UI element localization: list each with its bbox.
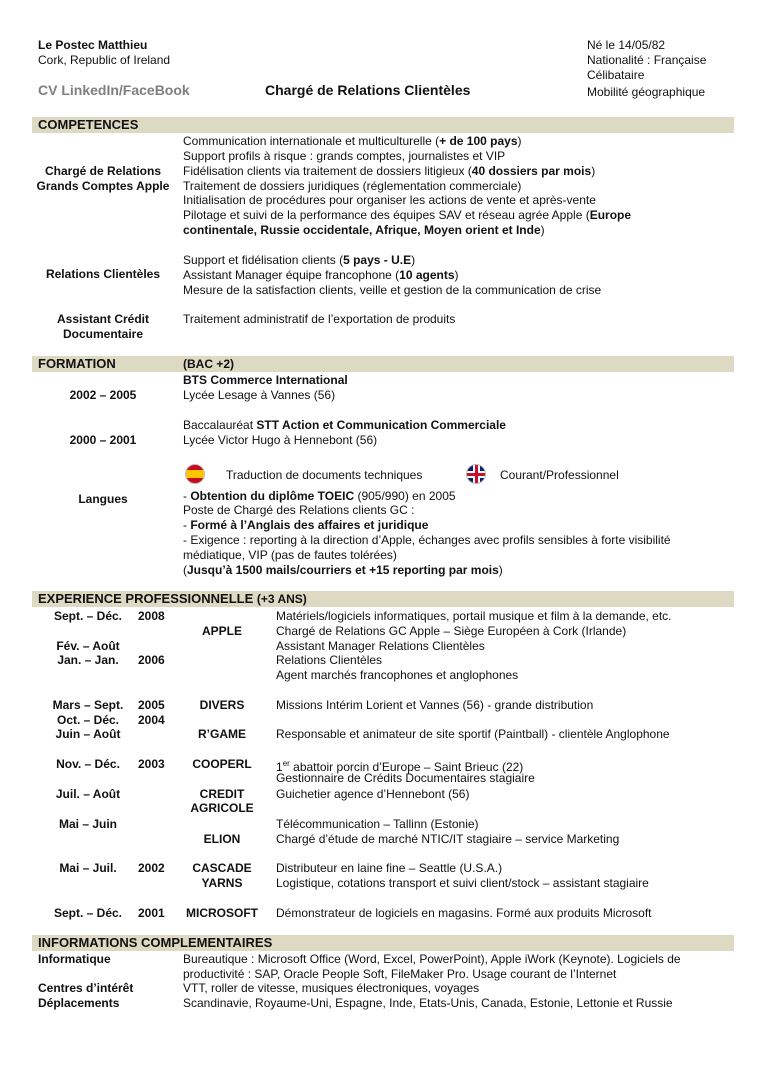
spain-flag-icon: [185, 464, 205, 484]
experience-period: Mai – Juil.: [59, 861, 117, 875]
experience-row: [32, 801, 734, 816]
nationality: Nationalité : Française: [587, 53, 707, 67]
experience-row: [32, 757, 734, 772]
uk-flag-icon: [466, 464, 486, 484]
informatique-line2: productivité : SAP, Oracle People Soft, FileMaker Pro. Usage courant de l’Internet: [183, 967, 617, 981]
candidate-name: Le Postec Matthieu: [38, 38, 148, 52]
competence-label-credit-line2: Documentaire: [62, 327, 144, 341]
competence-label-apple: Chargé de Relations Grands Comptes Apple: [36, 164, 170, 193]
experience-row: [32, 876, 734, 891]
competence-line: Support profils à risque : grands comptes, journalistes et VIP: [183, 149, 506, 163]
experience-description: Distributeur en laine fine – Seattle (U.S.A.): [276, 861, 503, 875]
competence-line: Communication internationale et multiculturelle (+ de 100 pays): [183, 134, 522, 148]
bac-school: Lycée Victor Hugo à Hennebont (56): [183, 433, 378, 447]
experience-description: Assistant Manager Relations Clientèles: [276, 639, 485, 653]
experience-description: Démonstrateur de logiciels en magasins. Formé aux produits Microsoft: [276, 906, 652, 920]
experience-period: Jan. – Jan.: [57, 653, 119, 667]
formation-band: [32, 356, 734, 372]
competence-line: Pilotage et suivi de la performance des équipes SAV et réseau agrée Apple (Europe: [183, 208, 632, 222]
competence-line: Mesure de la satisfaction clients, veille et gestion de la communication de crise: [183, 283, 602, 297]
birth-date: Né le 14/05/82: [587, 38, 666, 52]
experience-row: [32, 861, 734, 876]
experience-description: Télécommunication – Tallinn (Estonie): [276, 817, 479, 831]
experience-company: AGRICOLE: [190, 801, 254, 815]
experience-period: Juin – Août: [55, 727, 121, 741]
profile-links[interactable]: CV LinkedIn/FaceBook: [38, 82, 190, 98]
experience-description: Relations Clientèles: [276, 653, 383, 667]
experience-period: Nov. – Déc.: [56, 757, 120, 771]
experience-year: 2003: [138, 757, 165, 771]
experience-row: [32, 609, 734, 624]
langues-line: - Exigence : reporting à la direction d’Apple, échanges avec profils sensibles à forte visibilité: [183, 533, 671, 547]
experience-description: Missions Intérim Lorient et Vannes (56) - grande distribution: [276, 698, 594, 712]
bts-years: 2002 – 2005: [69, 388, 137, 402]
experience-description: Matériels/logiciels informatiques, portail musique et film à la demande, etc.: [276, 609, 672, 623]
experience-description: Agent marchés francophones et anglophones: [276, 668, 519, 682]
experience-period: Fév. – Août: [56, 639, 120, 653]
experience-row: [32, 787, 734, 802]
experience-description: Logistique, cotations transport et suivi client/stock – assistant stagiaire: [276, 876, 649, 890]
langues-line: - Obtention du diplôme TOEIC (905/990) en 2005: [183, 489, 456, 503]
competence-line: continentale, Russie occidentale, Afrique, Moyen orient et Inde): [183, 223, 545, 237]
bts-school: Lycée Lesage à Vannes (56): [183, 388, 336, 402]
experience-year: 2004: [138, 713, 165, 727]
experience-description: Guichetier agence d’Hennebont (56): [276, 787, 470, 801]
competence-label-relations: Relations Clientèles: [45, 267, 161, 281]
experience-company: APPLE: [201, 624, 242, 638]
experience-title: EXPERIENCE PROFESSIONNELLE (+3 ANS): [38, 591, 307, 606]
experience-company: COOPERL: [192, 757, 252, 771]
job-title: Chargé de Relations Clientèles: [265, 82, 471, 98]
interets-text: VTT, roller de vitesse, musiques électroniques, voyages: [183, 981, 480, 995]
langues-label: Langues: [78, 492, 128, 506]
infos-title: INFORMATIONS COMPLEMENTAIRES: [38, 935, 273, 950]
competence-line-credit: Traitement administratif de l’exportation de produits: [183, 312, 456, 326]
experience-company: MICROSOFT: [186, 906, 258, 920]
experience-row: [32, 639, 734, 654]
experience-row: [32, 713, 734, 728]
experience-row: [32, 653, 734, 668]
candidate-location: Cork, Republic of Ireland: [38, 53, 171, 67]
experience-description: Gestionnaire de Crédits Documentaires stagiaire: [276, 771, 535, 785]
competences-title: COMPETENCES: [38, 117, 139, 132]
experience-row: [32, 727, 734, 742]
experience-year: 2001: [138, 906, 165, 920]
mobility: Mobilité géographique: [587, 85, 706, 99]
competence-line: Initialisation de procédures pour organiser les actions de vente et après-vente: [183, 193, 596, 207]
experience-year: 2008: [138, 609, 165, 623]
experience-description: 1er abattoir porcin d’Europe – Saint Brieuc (22): [276, 759, 524, 774]
bac-years: 2000 – 2001: [69, 433, 137, 447]
experience-company: YARNS: [201, 876, 243, 890]
experience-company: DIVERS: [199, 698, 245, 712]
experience-year: 2005: [138, 698, 165, 712]
langues-line: médiatique, VIP (pas de fautes tolérées): [183, 548, 397, 562]
deplacements-text: Scandinavie, Royaume-Uni, Espagne, Inde, Etats-Unis, Canada, Estonie, Lettonie et Russie: [183, 996, 673, 1010]
formation-title: FORMATION: [38, 356, 116, 371]
experience-description: Responsable et animateur de site sportif (Paintball) - clientèle Anglophone: [276, 727, 670, 741]
experience-company: R’GAME: [198, 727, 246, 741]
competence-line: Assistant Manager équipe francophone (10 agents): [183, 268, 459, 282]
experience-period: Sept. – Déc.: [53, 906, 123, 920]
langues-line: - Formé à l’Anglais des affaires et juridique: [183, 518, 429, 532]
experience-description: Chargé de Relations GC Apple – Siège Européen à Cork (Irlande): [276, 624, 627, 638]
interets-label: Centres d’intérêt: [38, 981, 134, 995]
marital-status: Célibataire: [587, 68, 645, 82]
competence-line: Fidélisation clients via traitement de dossiers litigieux (40 dossiers par mois): [183, 164, 596, 178]
english-level: Courant/Professionnel: [500, 468, 619, 482]
bts-degree: BTS Commerce International: [183, 373, 348, 387]
experience-row: [32, 906, 734, 921]
experience-row: [32, 771, 734, 786]
experience-period: Sept. – Déc.: [53, 609, 123, 623]
experience-period: Mai – Juin: [58, 817, 117, 831]
experience-period: Oct. – Déc.: [56, 713, 120, 727]
experience-year: 2006: [138, 653, 165, 667]
experience-period: Juil. – Août: [55, 787, 121, 801]
bac-degree: Baccalauréat STT Action et Communication Commerciale: [183, 418, 506, 432]
informatique-label: Informatique: [38, 952, 111, 966]
experience-row: [32, 668, 734, 683]
experience-company: CASCADE: [192, 861, 252, 875]
experience-row: [32, 817, 734, 832]
experience-row: [32, 624, 734, 639]
competence-line: Support et fidélisation clients (5 pays - U.E): [183, 253, 416, 267]
experience-company: CREDIT: [199, 787, 245, 801]
formation-level: (BAC +2): [183, 357, 235, 371]
experience-row: [32, 832, 734, 847]
experience-row: [32, 698, 734, 713]
spanish-level: Traduction de documents techniques: [226, 468, 423, 482]
experience-description: Chargé d’étude de marché NTIC/IT stagiaire – service Marketing: [276, 832, 620, 846]
experience-period: Mars – Sept.: [52, 698, 124, 712]
langues-line: (Jusqu’à 1500 mails/courriers et +15 reporting par mois): [183, 563, 503, 577]
competence-label-credit-line1: Assistant Crédit: [56, 312, 150, 326]
langues-line: Poste de Chargé des Relations clients GC :: [183, 503, 415, 517]
experience-company: ELION: [203, 832, 241, 846]
experience-year: 2002: [138, 861, 165, 875]
informatique-line1: Bureautique : Microsoft Office (Word, Excel, PowerPoint), Apple iWork (Keynote). Logiciels de: [183, 952, 681, 966]
competence-line: Traitement de dossiers juridiques (réglementation commerciale): [183, 179, 522, 193]
deplacements-label: Déplacements: [38, 996, 120, 1010]
